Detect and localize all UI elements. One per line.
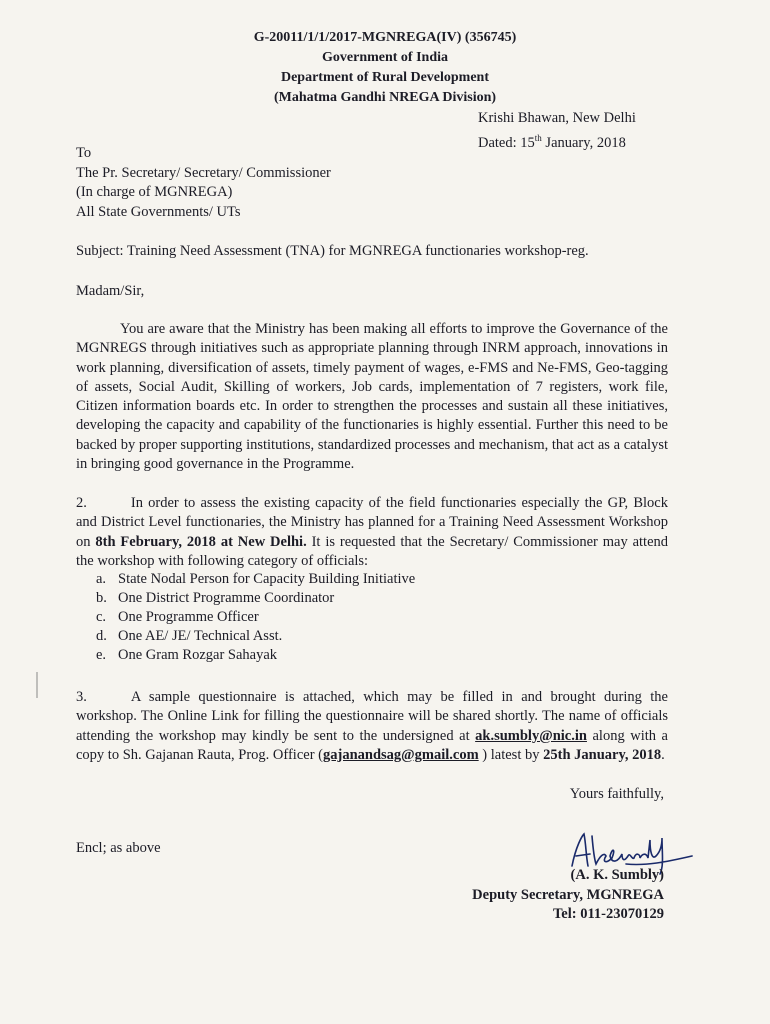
list-item: c. One Programme Officer xyxy=(96,609,259,625)
addressee-block xyxy=(76,144,331,222)
signatory-name: (A. K. Sumbly) xyxy=(570,867,664,883)
reference-number: G-20011/1/1/2017-MGNREGA(IV) (356745) xyxy=(253,30,517,45)
email-link-gajanan[interactable]: gajanandsag@gmail.com xyxy=(322,746,479,763)
list-item: a. State Nodal Person for Capacity Building Initiative xyxy=(96,571,416,587)
place-and-date xyxy=(430,108,670,153)
margin-mark xyxy=(36,672,38,698)
subject-line: Subject: Training Need Assessment (TNA) for MGNREGA functionaries workshop-reg. xyxy=(76,243,589,259)
header-government: Government of India xyxy=(322,50,448,65)
enclosure-note: Encl; as above xyxy=(76,840,161,856)
addressee-line-1: The Pr. Secretary/ Secretary/ Commissioner xyxy=(76,164,331,181)
paragraph-1: You are aware that the Ministry has been making all efforts to improve the Governance of the MGNREGS through initiatives such as appropriate planning through INRM approach, innovations in work planning, diversification of assets, timely payment of wages, e-FMS and Ne-FMS, Geo-tagging of assets, Social Audit, Skilling of workers, Job cards, implementation of 7 registers, work file, Citizen information boards etc. In order to strengthen the processes and sustain all these initiatives, developing the capacity and capability of the functionaries is highly essential. Further this need to be backed by proper supporting institutions, standardized processes and mechanism, that act as a catalyst in bringing good governance in the Programme. xyxy=(76,321,668,473)
signatory-title: Deputy Secretary, MGNREGA xyxy=(472,886,664,903)
signatory-phone: Tel: 011-23070129 xyxy=(552,906,664,922)
signature-block xyxy=(472,866,664,925)
list-item: e. One Gram Rozgar Sahayak xyxy=(96,647,278,663)
list-item: b. One District Programme Coordinator xyxy=(96,590,335,606)
addressee-line-3: All State Governments/ UTs xyxy=(76,203,241,220)
email-link-sumbly[interactable]: ak.sumbly@nic.in xyxy=(475,727,587,744)
paragraph-3: 3. A sample questionnaire is attached, which may be filled in and brought during the workshop. The Online Link for filling the questionnaire will be shared shortly. The name of officials attending the workshop may kindly be sent to the undersigned at ak.sumbly@nic.in along with a copy to Sh. Gajanan Rauta, Prog. Officer (gajanandsag@gmail.com ) latest by 25th January, 2018. xyxy=(76,689,668,763)
letter-header xyxy=(0,28,770,108)
salutation: Madam/Sir, xyxy=(76,283,145,299)
closing: Yours faithfully, xyxy=(569,786,664,802)
addressee-to: To xyxy=(76,145,92,161)
officials-list xyxy=(96,570,415,665)
office-location: Krishi Bhawan, New Delhi xyxy=(478,110,636,126)
letter-date: Dated: 15th January, 2018 xyxy=(478,133,626,151)
list-item: d. One AE/ JE/ Technical Asst. xyxy=(96,628,283,644)
header-department: Department of Rural Development xyxy=(280,70,489,85)
header-division: (Mahatma Gandhi NREGA Division) xyxy=(273,90,497,105)
addressee-line-2: (In charge of MGNREGA) xyxy=(76,184,233,200)
paragraph-2: 2. In order to assess the existing capacity of the field functionaries especially the GP, Block and District Level functionaries, the Ministry has planned for a Training Need Assessment Workshop on 8th February, 2018 at New Delhi. It is requested that the Secretary/ Commissioner may attend the workshop with following category of officials: xyxy=(76,495,669,569)
